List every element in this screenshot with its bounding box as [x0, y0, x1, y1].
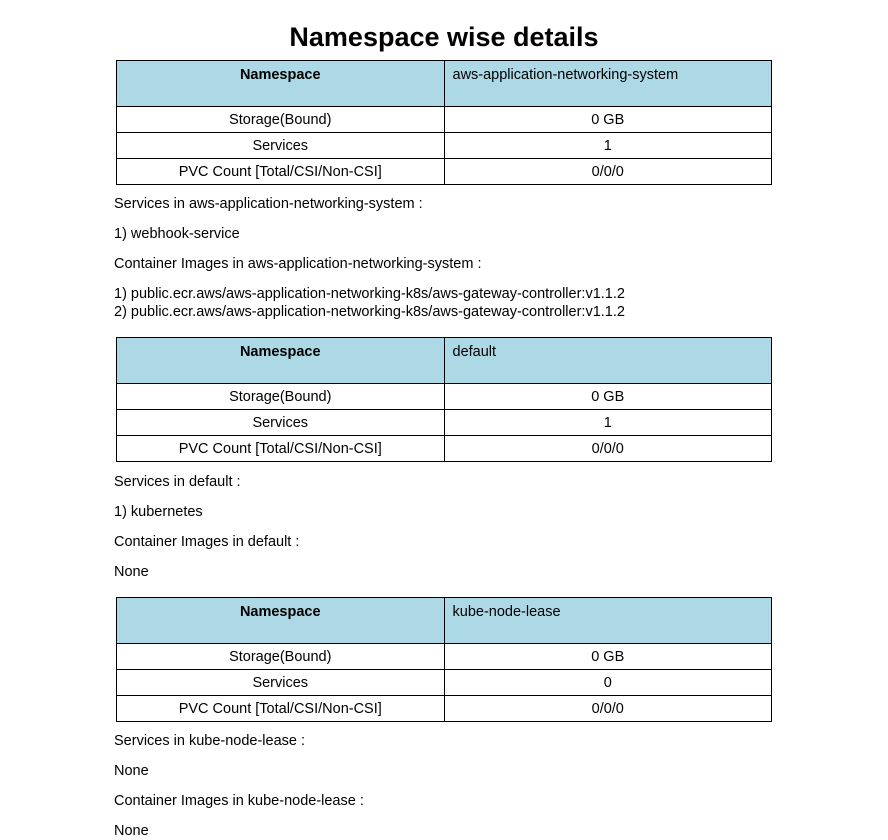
namespace-label: Namespace — [117, 338, 445, 384]
pvc-value: 0/0/0 — [444, 696, 772, 722]
services-value: 1 — [444, 133, 772, 159]
namespace-table — [116, 597, 772, 722]
storage-label: Storage(Bound) — [117, 107, 445, 133]
namespace-table — [116, 60, 772, 185]
images-heading: Container Images in default : — [114, 534, 300, 550]
images-heading: Container Images in aws-application-networking-system : — [114, 256, 482, 272]
storage-label: Storage(Bound) — [117, 644, 445, 670]
pvc-label: PVC Count [Total/CSI/Non-CSI] — [117, 436, 445, 462]
image-item: 1) public.ecr.aws/aws-application-networking-k8s/aws-gateway-controller:v1.1.2 — [114, 286, 625, 302]
image-item: None — [114, 823, 149, 839]
services-heading: Services in kube-node-lease : — [114, 733, 306, 749]
image-item: 2) public.ecr.aws/aws-application-networking-k8s/aws-gateway-controller:v1.1.2 — [114, 304, 625, 320]
services-label: Services — [117, 133, 445, 159]
services-heading: Services in default : — [114, 474, 241, 490]
page-title: Namespace wise details — [289, 22, 599, 52]
namespace-name: aws-application-networking-system — [444, 61, 772, 107]
services-label: Services — [117, 670, 445, 696]
image-item: None — [114, 564, 149, 580]
images-heading: Container Images in kube-node-lease : — [114, 793, 364, 809]
pvc-label: PVC Count [Total/CSI/Non-CSI] — [117, 696, 445, 722]
pvc-value: 0/0/0 — [444, 159, 772, 185]
storage-value: 0 GB — [444, 107, 772, 133]
namespace-name: kube-node-lease — [444, 598, 772, 644]
services-label: Services — [117, 410, 445, 436]
pvc-label: PVC Count [Total/CSI/Non-CSI] — [117, 159, 445, 185]
service-item: 1) webhook-service — [114, 226, 240, 242]
namespace-table — [116, 337, 772, 462]
storage-value: 0 GB — [444, 644, 772, 670]
services-value: 0 — [444, 670, 772, 696]
services-value: 1 — [444, 410, 772, 436]
storage-value: 0 GB — [444, 384, 772, 410]
storage-label: Storage(Bound) — [117, 384, 445, 410]
service-item: 1) kubernetes — [114, 504, 203, 520]
pvc-value: 0/0/0 — [444, 436, 772, 462]
service-item: None — [114, 763, 149, 779]
namespace-label: Namespace — [117, 61, 445, 107]
namespace-name: default — [444, 338, 772, 384]
namespace-label: Namespace — [117, 598, 445, 644]
services-heading: Services in aws-application-networking-system : — [114, 196, 423, 212]
